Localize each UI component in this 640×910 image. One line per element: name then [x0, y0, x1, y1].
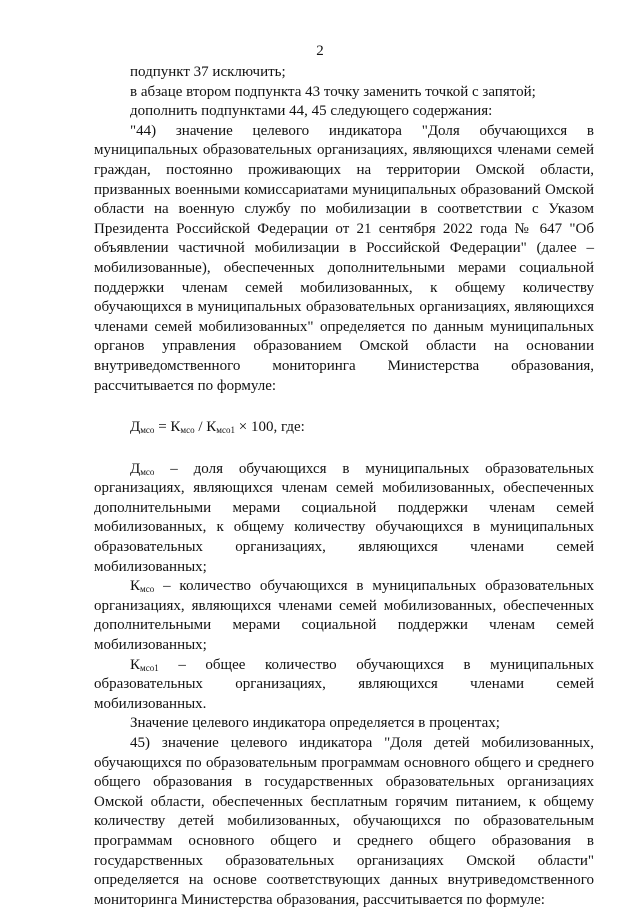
formula-equals: = К [154, 419, 181, 436]
formula-denominator-subscript: мсо1 [216, 425, 235, 436]
document-body [94, 63, 594, 910]
formula-divide: / К [194, 419, 217, 436]
formula-lhs: Д [130, 419, 141, 436]
paragraph: в абзаце втором подпункта 43 точку заменить точкой с запятой; [130, 83, 536, 100]
formula-lhs-subscript: мсо [140, 425, 155, 436]
page-number: 2 [316, 43, 324, 59]
definition-text: – количество обучающихся в муниципальных образовательных организациях, являющихся членами семей мобилизованных, обеспеченных дополнительными мерами социальной поддержки членам семей мобилизованных; [94, 578, 594, 654]
paragraph-item-44: "44) значение целевого индикатора "Доля обучающихся в муниципальных образовательных организациях, являющихся членами семей граждан, постоянно проживающих на территории Омской области, призванных военными комиссариатами муниципальных образований Омской области на военную службу по мобилизации в соответствии с Указом Президента Российской Федерации от 21 сентября 2022 года № 647 "Об объявлении частичной мобилизации в Российской Федерации" (далее – мобилизованные), обеспеченных дополнительными мерами социальной поддержки членам семей мобилизованных, к общему количеству обучающихся в муниципальных образовательных организациях, являющихся членами семей мобилизованных" определяется по данным муниципальных органов управления образованием Омской области на основании внутриведомственного мониторинга Министерства образования, рассчитывается по формуле: [94, 122, 594, 394]
definition [94, 460, 594, 578]
definition-text: – доля обучающихся в муниципальных образовательных организациях, являющихся членам семей мобилизованных, обеспеченных дополнительными мерами социальной поддержки членам семей мобилизованных, к общему количеству обучающихся в муниципальных образовательных организациях, являющихся членами семей мобилизованных; [94, 460, 594, 575]
paragraph-item-45: 45) значение целевого индикатора "Доля детей мобилизованных, обучающихся по образовательным программам основного общего и среднего общего образования в государственных образовательных организациях Омской области, обеспеченных бесплатным горячим питанием, к общему количеству детей мобилизованных, обучающихся по образовательным программам основного общего и среднего общего образования в государственных образовательных организациях Омской области" определяется на основе соответствующих данных внутриведомственного мониторинга Министерства образования, рассчитывается по формуле: [94, 735, 594, 908]
definition-symbol: К [130, 656, 141, 673]
definition-text: – общее количество обучающихся в муниципальных образовательных организациях, являющихся членами семей мобилизованных. [94, 656, 594, 712]
paragraph: дополнить подпунктами 44, 45 следующего содержания: [130, 103, 493, 120]
formula [94, 418, 594, 438]
paragraph: Значение целевого индикатора определяется в процентах; [130, 715, 500, 732]
definition-symbol: К [130, 578, 141, 595]
formula-tail: × 100, где: [235, 419, 305, 436]
definition [94, 577, 594, 655]
formula-numerator-subscript: мсо [180, 425, 195, 436]
definition [94, 656, 594, 715]
definition-symbol: Д [130, 460, 141, 477]
definition-subscript: мсо1 [140, 662, 159, 673]
paragraph: подпункт 37 исключить; [130, 64, 286, 80]
definition-subscript: мсо [140, 466, 155, 477]
definition-subscript: мсо [140, 584, 155, 595]
